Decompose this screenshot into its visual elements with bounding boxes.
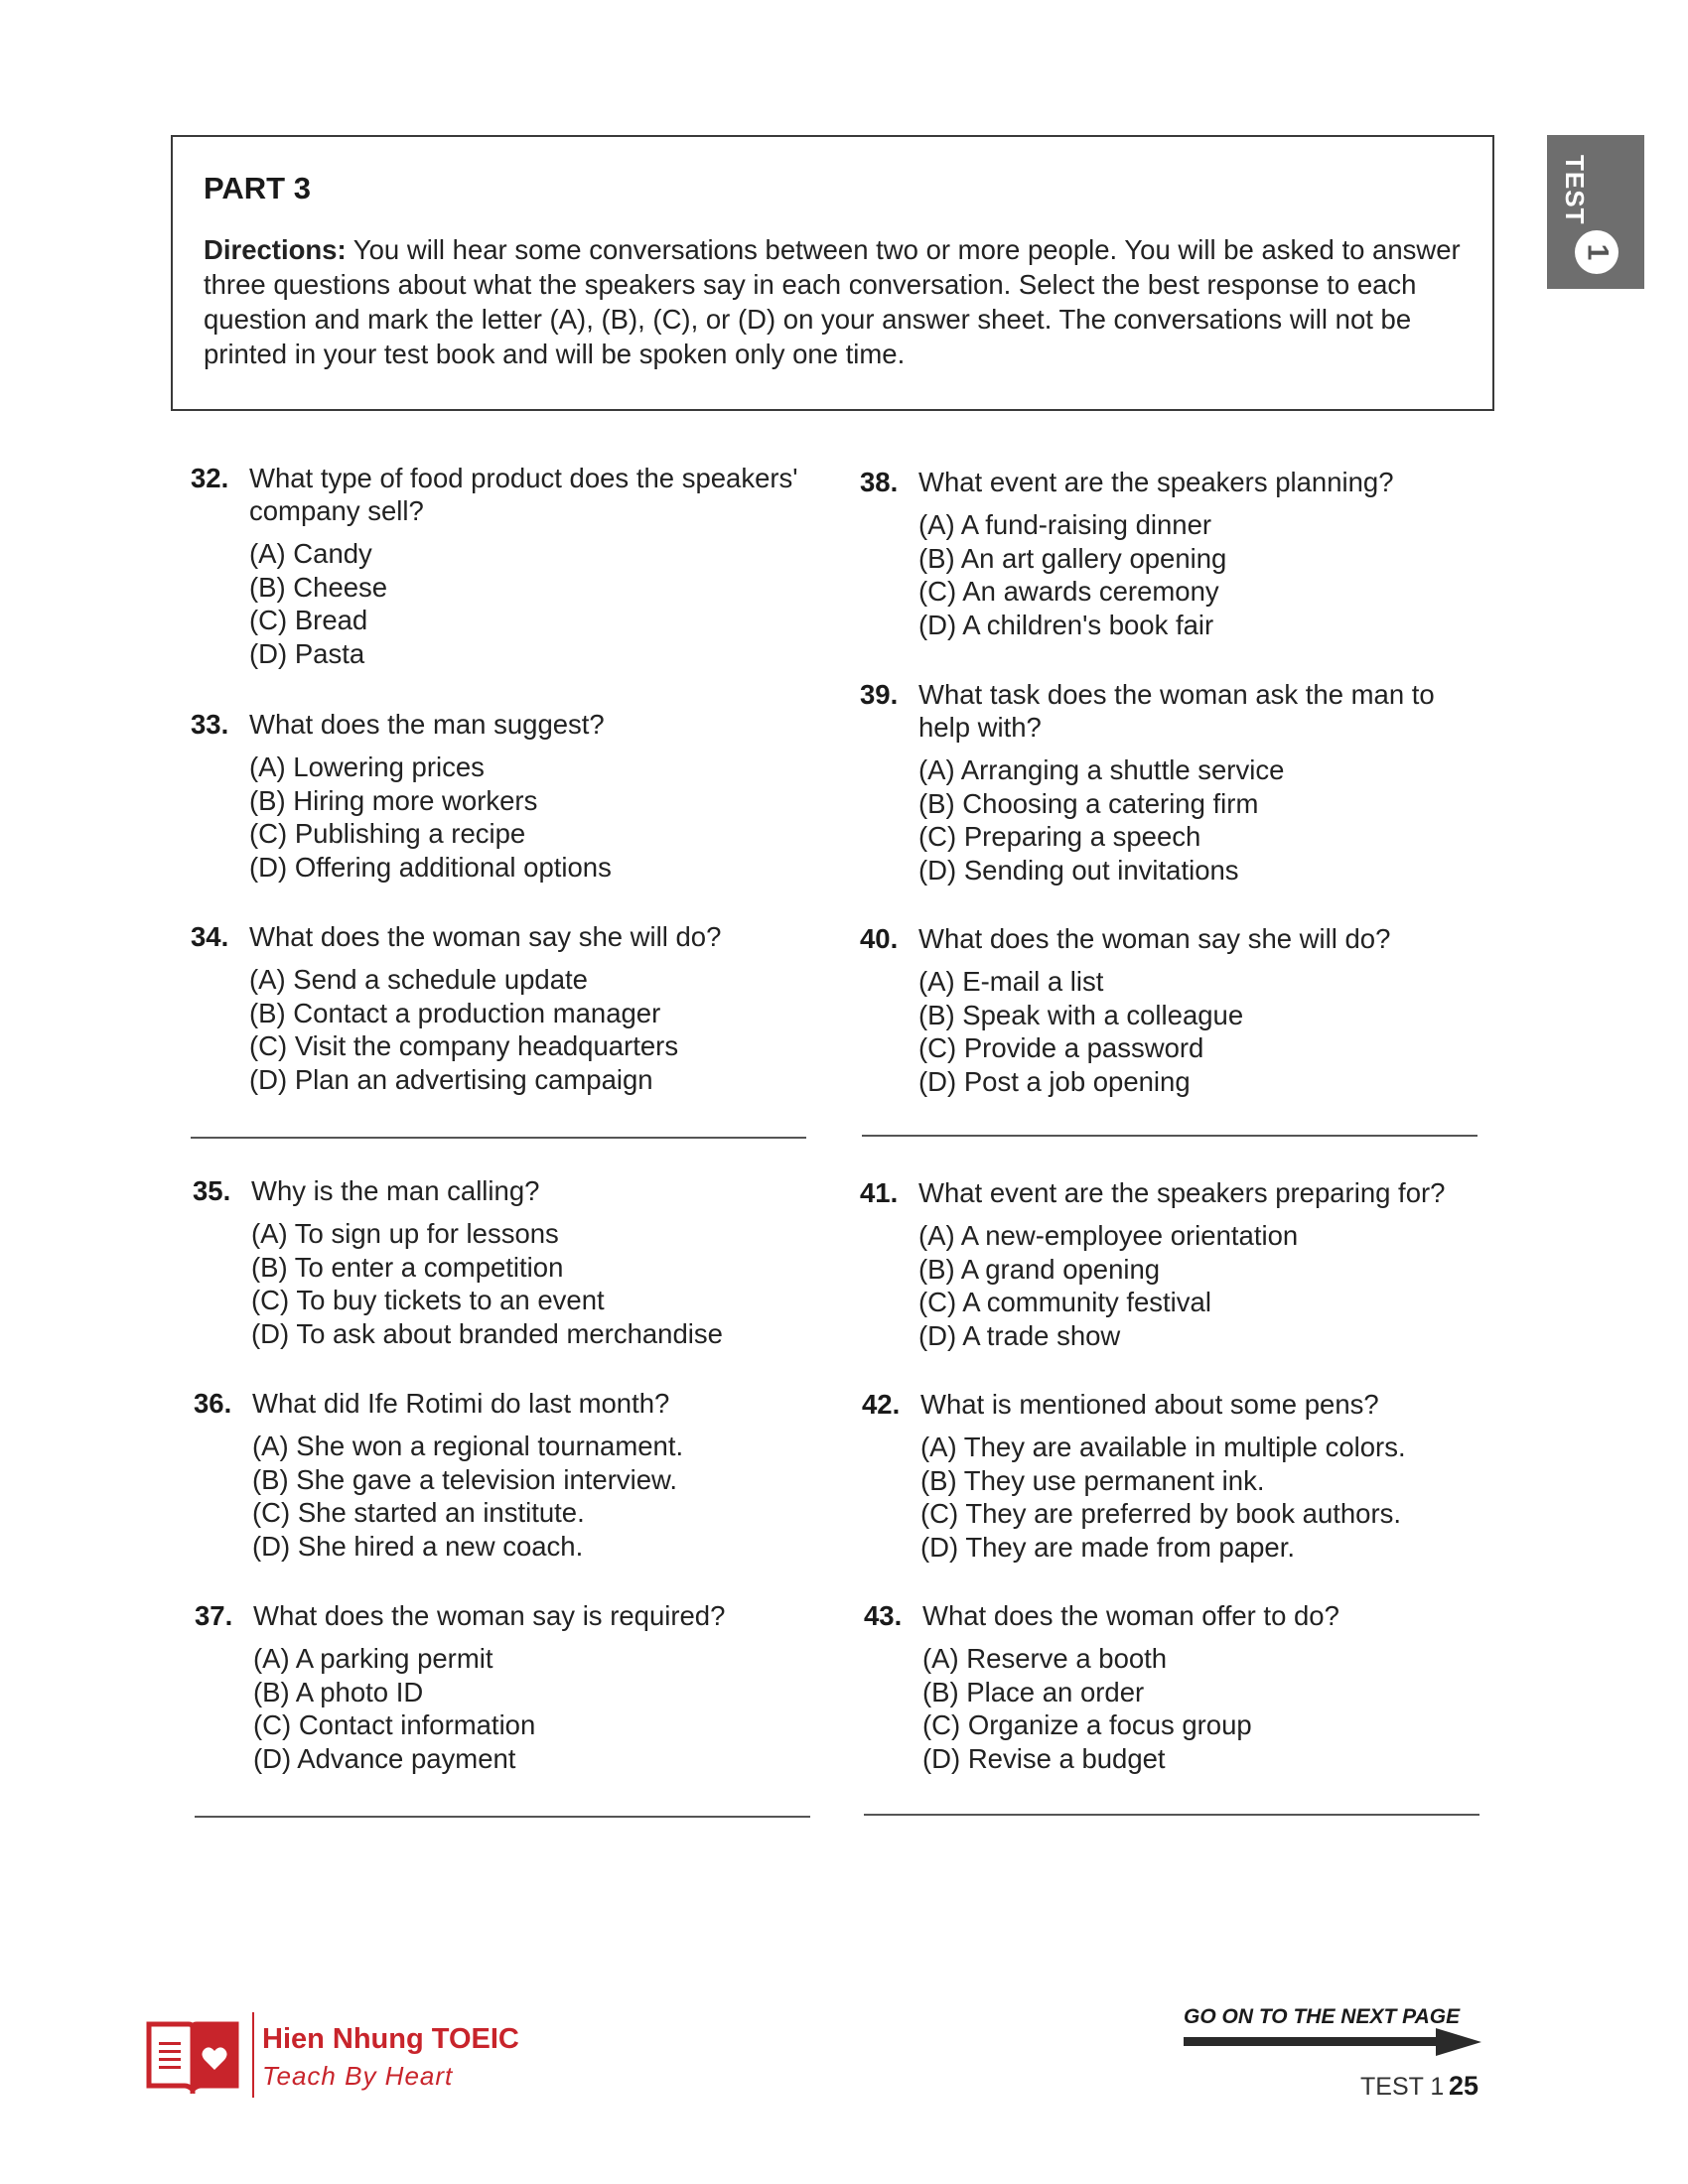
answer-options [864, 1642, 1479, 1775]
answer-options [195, 1642, 810, 1775]
option-b: (B) An art gallery opening [918, 542, 1227, 574]
question-35 [193, 1174, 808, 1350]
part-title: PART 3 [204, 171, 311, 205]
question-number: 42. [862, 1389, 901, 1420]
question-stem: What type of food product does the speakers' company sell? [249, 463, 798, 526]
option-a: (A) She won a regional tournament. [252, 1431, 684, 1461]
question-42 [862, 1388, 1477, 1564]
question-stem: Why is the man calling? [251, 1175, 540, 1206]
question-stem: What is mentioned about some pens? [920, 1389, 1379, 1420]
option-a: (A) They are available in multiple colors. [920, 1432, 1406, 1462]
option-d: (D) Plan an advertising campaign [249, 1063, 653, 1095]
book-heart-logo-icon [145, 2016, 240, 2094]
page-number: 25 [1449, 2071, 1479, 2101]
logo-divider [252, 2012, 254, 2098]
answer-options [862, 1431, 1477, 1564]
question-43 [864, 1599, 1479, 1775]
question-stem: What event are the speakers planning? [918, 467, 1394, 497]
question-number: 34. [191, 921, 229, 952]
option-b: (B) Place an order [922, 1676, 1145, 1707]
option-d: (D) To ask about branded merchandise [251, 1317, 723, 1349]
answer-options [193, 1217, 808, 1350]
brand-name: Hien Nhung TOEIC [262, 2023, 519, 2055]
question-number: 33. [191, 709, 229, 740]
question-number: 43. [864, 1600, 903, 1631]
question-stem: What does the woman say is required? [253, 1600, 726, 1631]
right-arrow-icon [1184, 2027, 1481, 2057]
option-d: (D) Post a job opening [918, 1065, 1191, 1097]
option-b: (B) Hiring more workers [249, 784, 538, 816]
side-tab-number: 1 [1581, 243, 1614, 261]
option-b: (B) Choosing a catering firm [918, 787, 1259, 819]
option-b: (B) They use permanent ink. [920, 1464, 1265, 1496]
option-c: (C) Bread [249, 605, 368, 635]
option-c: (C) A community festival [918, 1287, 1211, 1317]
question-33 [191, 708, 806, 884]
question-32 [191, 462, 806, 670]
section-divider [191, 1137, 806, 1139]
test-side-tab [1547, 135, 1644, 289]
question-39 [860, 678, 1476, 887]
question-number: 41. [860, 1177, 899, 1208]
question-36 [194, 1387, 809, 1563]
option-a: (A) Send a schedule update [249, 964, 588, 995]
option-a: (A) A new-employee orientation [918, 1220, 1299, 1251]
question-number: 36. [194, 1388, 232, 1419]
option-d: (D) A children's book fair [918, 609, 1214, 640]
question-34 [191, 920, 806, 1096]
side-tab-number-badge [1575, 230, 1618, 274]
option-c: (C) To buy tickets to an event [251, 1285, 605, 1315]
option-a: (A) E-mail a list [918, 966, 1104, 997]
option-b: (B) A grand opening [918, 1253, 1161, 1285]
question-number: 35. [193, 1175, 231, 1206]
question-38 [860, 466, 1476, 641]
option-c: (C) Contact information [253, 1709, 536, 1740]
question-stem: What task does the woman ask the man to help with? [918, 679, 1435, 743]
option-d: (D) Revise a budget [922, 1742, 1166, 1774]
question-stem: What does the woman say she will do? [918, 923, 1391, 954]
option-d: (D) She hired a new coach. [252, 1530, 584, 1562]
option-a: (A) Lowering prices [249, 751, 485, 782]
option-d: (D) Pasta [249, 637, 365, 669]
option-c: (C) Organize a focus group [922, 1709, 1252, 1740]
option-c: (C) Publishing a recipe [249, 818, 526, 849]
option-b: (B) Contact a production manager [249, 997, 661, 1028]
answer-options [191, 537, 806, 670]
answer-options [191, 963, 806, 1096]
question-number: 40. [860, 923, 899, 954]
option-b: (B) To enter a competition [251, 1251, 564, 1283]
side-tab-label: TEST [1560, 155, 1590, 225]
next-page-label: GO ON TO THE NEXT PAGE [1184, 2005, 1461, 2028]
option-d: (D) A trade show [918, 1319, 1121, 1351]
question-stem: What did Ife Rotimi do last month? [252, 1388, 670, 1419]
question-number: 32. [191, 463, 229, 493]
brand-tagline: Teach By Heart [262, 2061, 454, 2091]
option-c: (C) She started an institute. [252, 1497, 585, 1528]
question-number: 39. [860, 679, 899, 710]
question-37 [195, 1599, 810, 1775]
directions-body: You will hear some conversations between two or more people. You will be asked to answer three questions about what the speakers say in each conversation. Select the best response to each question and mark the letter (A), (B), (C), or (D) on your answer sheet. The conversations will not be printed in your test book and will be spoken only one time. [204, 234, 1461, 369]
option-a: (A) Candy [249, 538, 372, 569]
answer-options [860, 1219, 1476, 1352]
directions-label: Directions: [204, 234, 347, 265]
option-d: (D) They are made from paper. [920, 1531, 1296, 1563]
option-c: (C) They are preferred by book authors. [920, 1498, 1402, 1529]
question-number: 37. [195, 1600, 233, 1631]
option-a: (A) Reserve a booth [922, 1643, 1168, 1674]
section-divider [864, 1814, 1479, 1816]
directions-box [171, 135, 1494, 411]
question-stem: What does the woman say she will do? [249, 921, 722, 952]
question-stem: What does the woman offer to do? [922, 1600, 1339, 1631]
answer-options [191, 751, 806, 884]
option-c: (C) An awards ceremony [918, 576, 1219, 607]
option-d: (D) Advance payment [253, 1742, 516, 1774]
option-c: (C) Provide a password [918, 1032, 1204, 1063]
option-a: (A) To sign up for lessons [251, 1218, 559, 1249]
directions-text [204, 232, 1470, 371]
option-a: (A) Arranging a shuttle service [918, 754, 1285, 785]
footer-test-label: TEST 1 [1360, 2073, 1445, 2101]
question-41 [860, 1176, 1476, 1352]
option-b: (B) Cheese [249, 571, 388, 603]
option-d: (D) Offering additional options [249, 851, 612, 883]
option-d: (D) Sending out invitations [918, 854, 1239, 886]
option-b: (B) She gave a television interview. [252, 1463, 677, 1495]
section-divider [862, 1135, 1477, 1137]
answer-options [860, 753, 1476, 887]
question-number: 38. [860, 467, 899, 497]
answer-options [194, 1430, 809, 1563]
option-c: (C) Visit the company headquarters [249, 1030, 679, 1061]
option-b: (B) A photo ID [253, 1676, 424, 1707]
option-a: (A) A parking permit [253, 1643, 493, 1674]
answer-options [860, 508, 1476, 641]
answer-options [860, 965, 1476, 1098]
question-40 [860, 922, 1476, 1098]
question-stem: What event are the speakers preparing for? [918, 1177, 1446, 1208]
question-stem: What does the man suggest? [249, 709, 605, 740]
section-divider [195, 1816, 810, 1818]
option-b: (B) Speak with a colleague [918, 999, 1244, 1030]
option-c: (C) Preparing a speech [918, 821, 1201, 852]
option-a: (A) A fund-raising dinner [918, 509, 1212, 540]
